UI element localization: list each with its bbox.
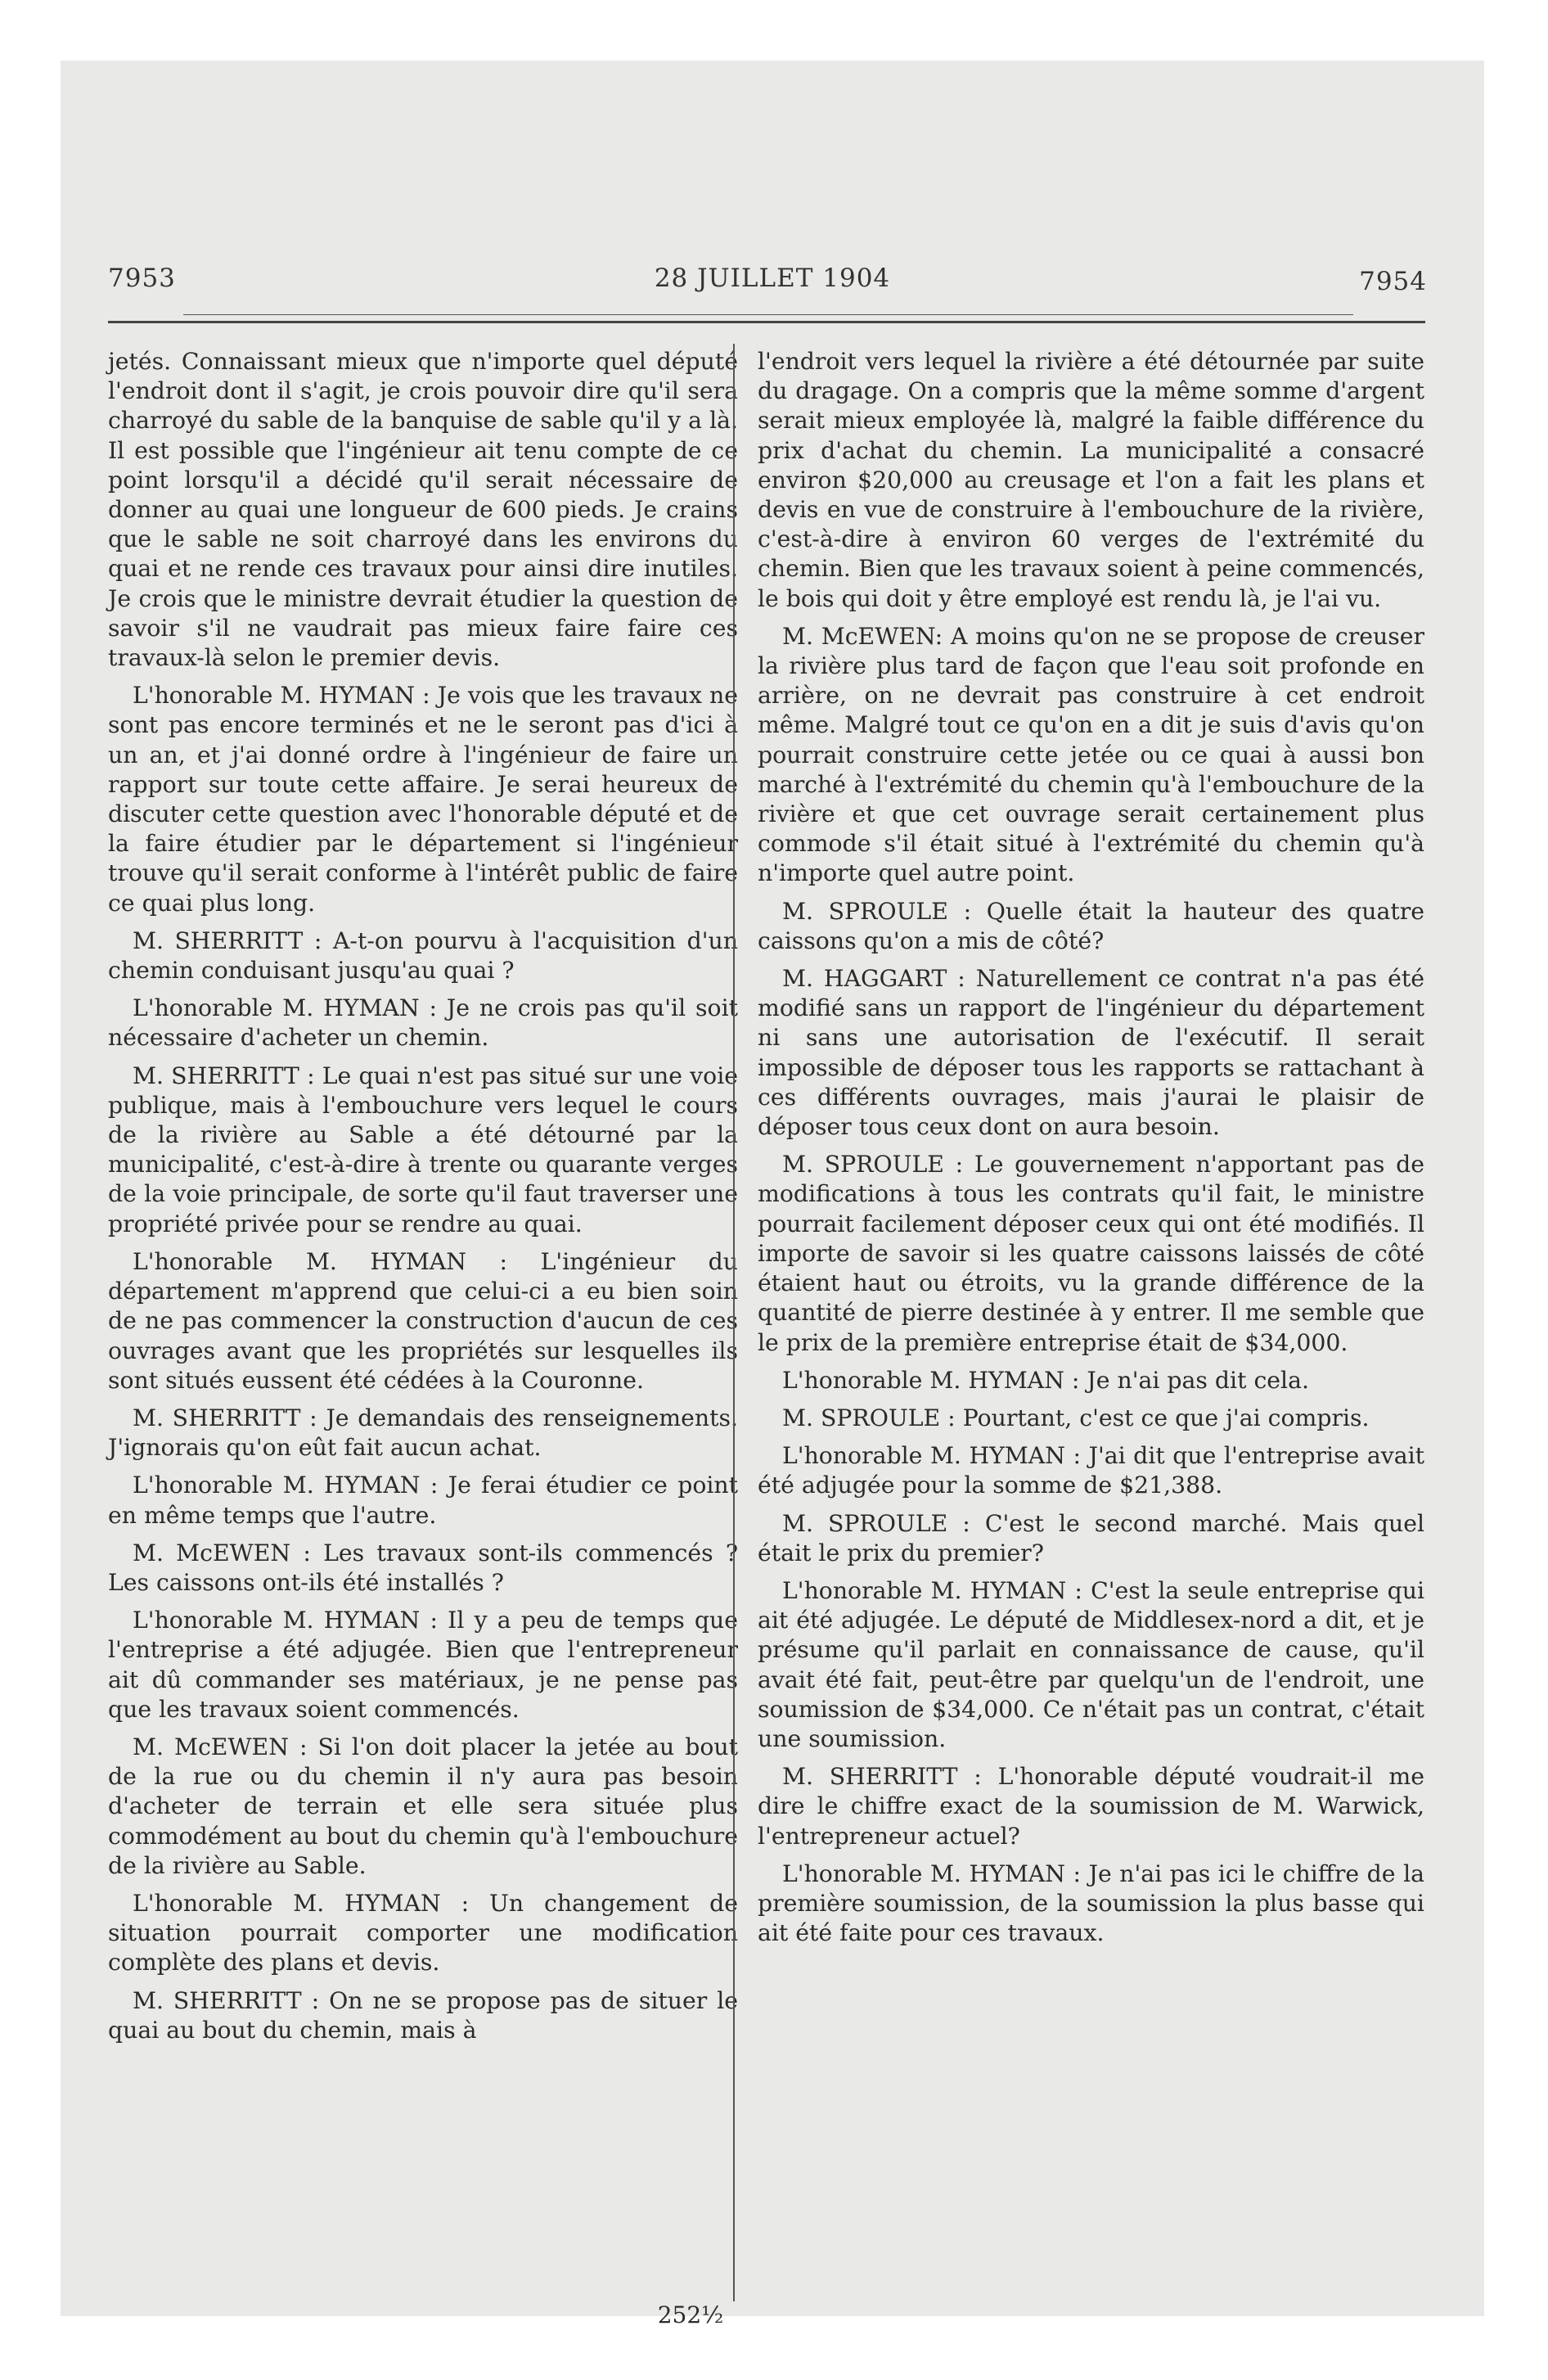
paragraph: l'endroit vers lequel la rivière a été détournée par suite du dragage. On a compris que la même somme d'argent serait mieux employée là, malgré la faible différence du prix d'achat du chemin. La municipalité a consacré environ $20,000 au creusage et l'on a fait les plans et devis en vue de construire à l'embouchure de la rivière, c'est-à-dire à environ 60 verges de l'extrémité du chemin. Bien que les travaux soient à peine commencés, le bois qui doit y être employé est rendu là, je l'ai vu. [758, 348, 1424, 612]
paragraph: M. SHERRITT : Le quai n'est pas situé sur une voie publique, mais à l'embouchure vers lequel le cours de la rivière au Sable a été détourné par la municipalité, c'est-à-dire à trente ou quarante verges de la voie principale, de sorte qu'il faut traverser une propriété privée pour se rendre au quai. [108, 1062, 738, 1237]
signature-mark: 252½ [657, 2301, 724, 2328]
paragraph: L'honorable M. HYMAN : Je ferai étudier ce point en même temps que l'autre. [108, 1472, 738, 1529]
paragraph: M. SPROULE : Le gouvernement n'apportant pas de modifications à tous les contrats qu'il fait, le ministre pourrait facilement déposer ceux qui ont été modifiés. Il importe de savoir si les quatre caissons laissés de côté étaient haut ou étroits, vu la grande différence de la quantité de pierre destinée à y entrer. Il me semble que le prix de la première entreprise était de $34,000. [758, 1151, 1424, 1356]
paragraph: M. SPROULE : Quelle était la hauteur des quatre caissons qu'on a mis de côté? [758, 897, 1424, 954]
column-divider [733, 344, 735, 2301]
paragraph: M. HAGGART : Naturellement ce contrat n'a pas été modifié sans un rapport de l'ingénieur du département ni sans une autorisation de l'exécutif. Il serait impossible de déposer tous les rapports se rattachant à ces différents ouvrages, mais j'aurai le plaisir de déposer tous ceux dont on aura besoin. [758, 965, 1424, 1141]
paragraph: M. SHERRITT : L'honorable député voudrait-il me dire le chiffre exact de la soumission de M. Warwick, l'entrepreneur actuel? [758, 1763, 1424, 1850]
paragraph: L'honorable M. HYMAN : Il y a peu de temps que l'entreprise a été adjugée. Bien que l'entrepreneur ait dû commander ses matériaux, je ne pense pas que les travaux soient commencés. [108, 1607, 738, 1723]
paragraph: M. SHERRITT : Je demandais des renseignements. J'ignorais qu'on eût fait aucun achat. [108, 1404, 738, 1462]
paragraph: M. McEWEN: A moins qu'on ne se propose de creuser la rivière plus tard de façon que l'eau soit profonde en arrière, on ne devrait pas construire à cet endroit même. Malgré tout ce qu'on en a dit je suis d'avis qu'on pourrait construire cette jetée ou ce quai à aussi bon marché à l'extrémité du chemin qu'à l'embouchure de la rivière et que cet ouvrage serait certainement plus commode s'il était situé à l'extrémité du chemin qu'à n'importe quel autre point. [758, 622, 1424, 887]
right-page-number: 7954 [1359, 267, 1427, 296]
paragraph: M. SHERRITT : A-t-on pourvu à l'acquisition d'un chemin conduisant jusqu'au quai ? [108, 926, 738, 985]
paragraph: L'honorable M. HYMAN : Je n'ai pas dit cela. [782, 1366, 1309, 1394]
header-rule-thin [183, 314, 1353, 315]
paragraph: L'honorable M. HYMAN : C'est la seule entreprise qui ait été adjugée. Le député de Middlesex-nord a dit, et je présume qu'il parlait en connaissance de cause, qu'il avait été fait, peut-être par quelqu'un de l'endroit, une soumission de $34,000. Ce n'était pas un contrat, c'était une soumission. [758, 1576, 1424, 1752]
paragraph: M. McEWEN : Les travaux sont-ils commencés ? Les caissons ont-ils été installés ? [108, 1539, 738, 1596]
paragraph: L'honorable M. HYMAN : Je vois que les travaux ne sont pas encore terminés et ne le seront pas d'ici à un an, et j'ai donné ordre à l'ingénieur de faire un rapport sur toute cette affaire. Je serai heureux de discuter cette question avec l'honorable député et de la faire étudier par le département si l'ingénieur trouve qu'il serait conforme à l'intérêt public de faire ce quai plus long. [108, 682, 738, 917]
document-page [61, 61, 1484, 2328]
paragraph: L'honorable M. HYMAN : Je ne crois pas qu'il soit nécessaire d'acheter un chemin. [108, 994, 738, 1052]
page-date-header: 28 JUILLET 1904 [654, 264, 891, 293]
paragraph: M. SPROULE : Pourtant, c'est ce que j'ai compris. [782, 1404, 1370, 1431]
paragraph: L'honorable M. HYMAN : L'ingénieur du département m'apprend que celui-ci a eu bien soin de ne pas commencer la construction d'aucun de ces ouvrages avant que les propriétés sur lesquelles ils sont situés eussent été cédées à la Couronne. [108, 1247, 738, 1394]
header-rule-thick [108, 321, 1425, 323]
left-page-number: 7953 [108, 264, 176, 293]
paragraph: M. McEWEN : Si l'on doit placer la jetée au bout de la rue ou du chemin il n'y aura pas besoin d'acheter de terrain et elle sera située plus commodément au bout du chemin qu'à l'embouchure de la rivière au Sable. [108, 1733, 738, 1879]
paragraph: jetés. Connaissant mieux que n'importe quel député l'endroit dont il s'agit, je crois pouvoir dire qu'il sera charroyé du sable de la banquise de sable qu'il y a là. Il est possible que l'ingénieur ait tenu compte de ce point lorsqu'il a décidé qu'il serait nécessaire de donner au quai une longueur de 600 pieds. Je crains que le sable ne soit charroyé dans les environs du quai et ne rende ces travaux pour ainsi dire inutiles. Je crois que le ministre devrait étudier la question de savoir s'il ne vaudrait pas mieux faire faire ces travaux-là selon le premier devis. [108, 348, 738, 672]
paragraph: M. SPROULE : C'est le second marché. Mais quel était le prix du premier? [758, 1509, 1424, 1566]
left-column [108, 347, 738, 2053]
paragraph: L'honorable M. HYMAN : J'ai dit que l'entreprise avait été adjugée pour la somme de $21,388. [758, 1442, 1424, 1499]
paragraph: M. SHERRITT : On ne se propose pas de situer le quai au bout du chemin, mais à [108, 1986, 738, 2044]
paragraph: L'honorable M. HYMAN : Je n'ai pas ici le chiffre de la première soumission, de la soumission la plus basse qui ait été faite pour ces travaux. [758, 1859, 1424, 1947]
right-column [758, 347, 1424, 1956]
paragraph: L'honorable M. HYMAN : Un changement de situation pourrait comporter une modification complète des plans et devis. [108, 1889, 738, 1977]
